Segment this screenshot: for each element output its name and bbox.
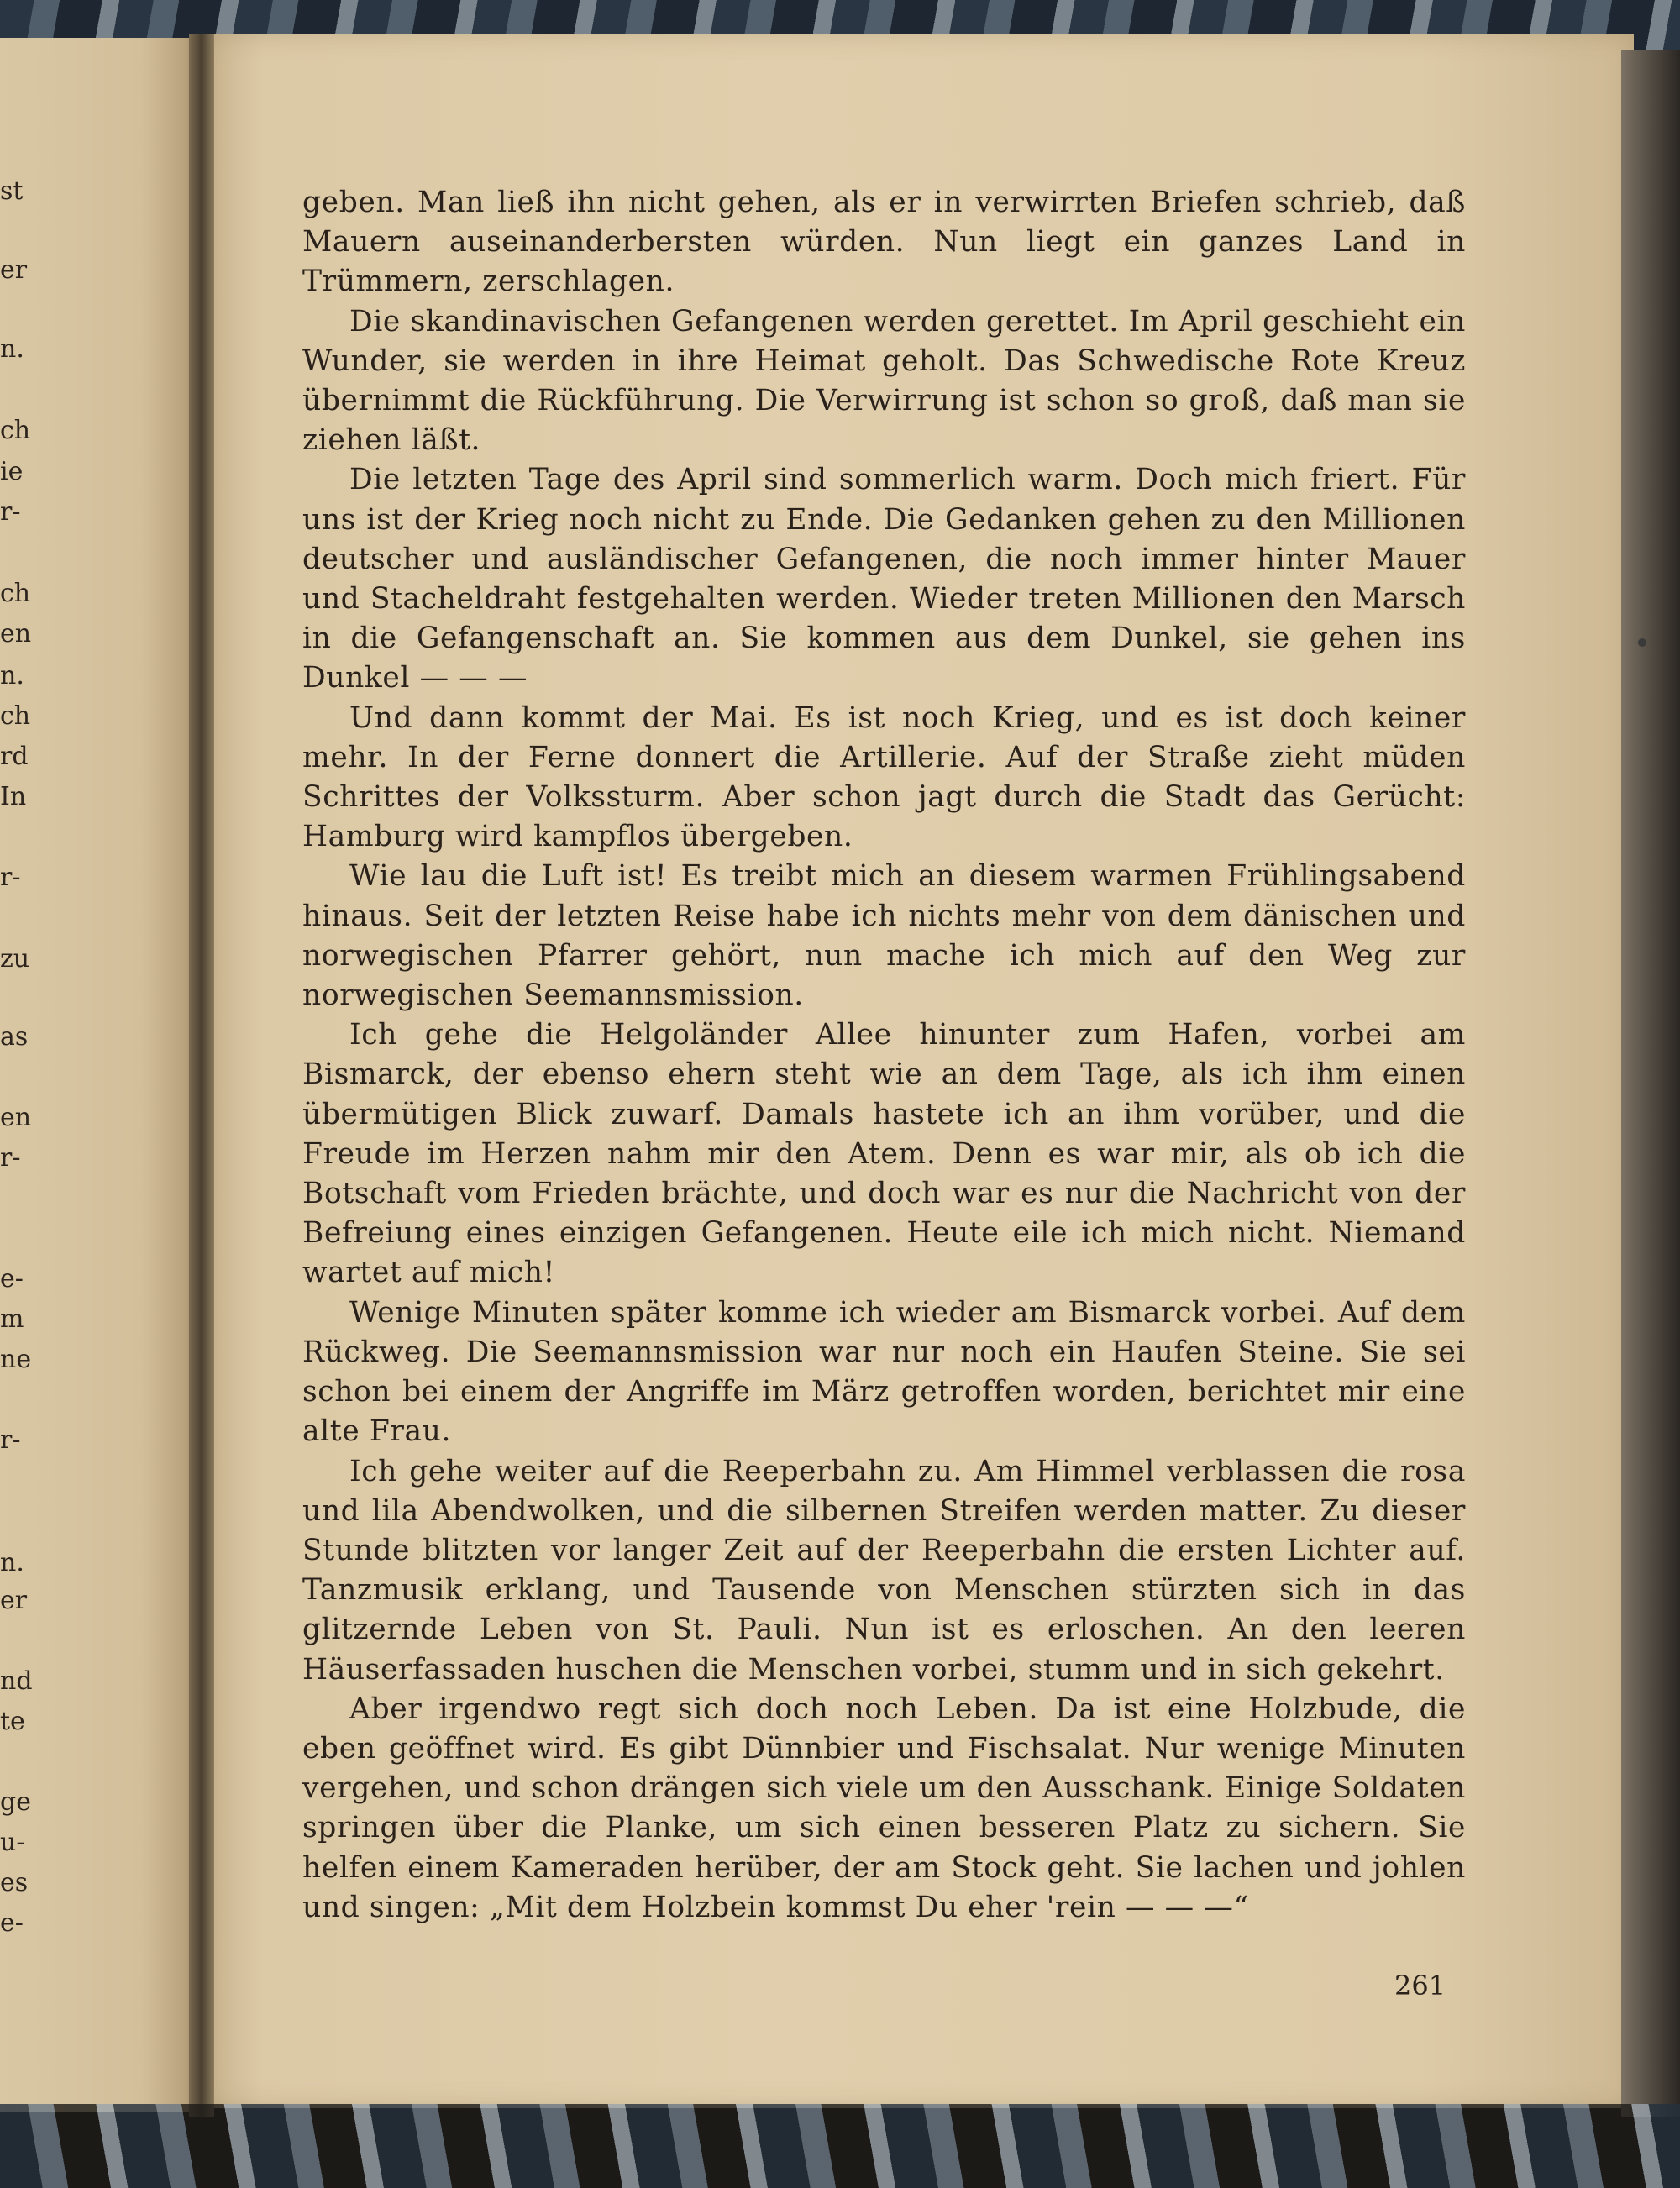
left-fragment: es <box>0 1868 29 1897</box>
paragraph: Wie lau die Luft ist! Es treibt mich an diesem warmen Frühlingsabend hinaus. Seit der letzten Reise habe ich nichts mehr von dem dänischen und norwegischen Pfarrer gehört, nun mache ich mich auf den Weg zur norwegischen Seemannsmission. <box>302 859 1466 1013</box>
left-fragment: er <box>0 1586 28 1615</box>
book-cover-bottom-edge <box>0 2104 1680 2188</box>
paragraph: Aber irgendwo regt sich doch noch Leben. Da ist eine Holzbude, die eben geöffnet wird. Es gibt Dünnbier und Fischsalat. Nur wenige Minuten vergehen, und schon drängen sich viele um den Ausschank. Einige Soldaten springen über die Planke, um sich einen besseren Platz zu sichern. Sie helfen einem Kameraden herüber, der am Stock geht. Sie lachen und johlen und singen: „Mit dem Holzbein kommst Du eher 'rein — — —“ <box>302 1692 1466 1924</box>
body-text <box>302 183 1466 1928</box>
paragraph: Ich gehe weiter auf die Reeperbahn zu. Am Himmel verblassen die rosa und lila Abendwolken, und die silbernen Streifen werden matter. Zu dieser Stunde blitzten vor langer Zeit auf der Reeperbahn die ersten Lichter auf. Tanzmusik erklang, und Tausende von Menschen stürzten sich in das glitzernde Leben von St. Pauli. Nun ist es erloschen. An den leeren Häuserfassaden huschen die Menschen vorbei, stumm und in sich gekehrt. <box>302 1454 1466 1687</box>
left-fragment: ge <box>0 1787 31 1817</box>
left-fragment: en <box>0 1103 32 1132</box>
left-fragment: r- <box>0 1143 21 1173</box>
left-fragment: n. <box>0 661 24 690</box>
left-fragment: m <box>0 1304 24 1334</box>
left-fragment: as <box>0 1022 29 1052</box>
left-fragment: r- <box>0 863 21 892</box>
left-fragment: nd <box>0 1666 33 1696</box>
left-fragment: n. <box>0 334 24 364</box>
left-fragment: e- <box>0 1908 24 1938</box>
left-fragment: e- <box>0 1264 24 1293</box>
left-fragment: ch <box>0 579 31 608</box>
left-fragment: ch <box>0 416 31 445</box>
left-fragment: In <box>0 782 27 811</box>
paragraph: Ich gehe die Helgoländer Allee hinunter zum Hafen, vorbei am Bismarck, der ebenso ehern steht wie an dem Tage, als ich ihm einen übermütigen Blick zuwarf. Damals hastete ich an ihm vorüber, und die Freude im Herzen nahm mir den Atem. Denn es war mir, als ob ich die Botschaft vom Frieden brächte, und doch war es nur die Nachricht von der Befreiung eines einzigen Gefangenen. Heute eile ich mich nicht. Niemand wartet auf mich! <box>302 1018 1466 1290</box>
left-fragment: st <box>0 176 24 206</box>
left-fragment: ie <box>0 457 24 486</box>
page-number: 261 <box>1394 1970 1446 2002</box>
book-gutter <box>189 34 214 2117</box>
left-fragment: zu <box>0 944 30 973</box>
paragraph: Wenige Minuten später komme ich wieder am Bismarck vorbei. Auf dem Rückweg. Die Seemannsmission war nur noch ein Haufen Steine. Sie sei schon bei einem der Angriffe im März getroffen worden, berichtet mir eine alte Frau. <box>302 1295 1466 1449</box>
left-fragment: r- <box>0 497 21 527</box>
left-fragment: r- <box>0 1425 21 1455</box>
left-fragment: ne <box>0 1345 32 1374</box>
paragraph: Und dann kommt der Mai. Es ist noch Krieg, und es ist doch keiner mehr. In der Ferne donnert die Artillerie. Auf der Straße zieht müden Schrittes der Volkssturm. Aber schon jagt durch die Stadt das Gerücht: Hamburg wird kampflos übergeben. <box>302 700 1466 854</box>
paragraph: Die letzten Tage des April sind sommerlich warm. Doch mich friert. Für uns ist der Krieg noch nicht zu Ende. Die Gedanken gehen zu den Millionen deutscher und ausländischer Gefangenen, die noch immer hinter Mauer und Stacheldraht festgehalten werden. Wieder treten Millionen den Marsch in die Gefangenschaft an. Sie kommen aus dem Dunkel, sie gehen ins Dunkel — — — <box>302 463 1466 695</box>
left-fragment: en <box>0 619 32 648</box>
left-fragment: er <box>0 255 28 285</box>
book-cover-right-edge <box>1621 50 1680 2117</box>
left-fragment: ch <box>0 701 31 731</box>
paragraph: Die skandinavischen Gefangenen werden gerettet. Im April geschieht ein Wunder, sie werden in ihre Heimat geholt. Das Schwedische Rote Kreuz übernimmt die Rückführung. Die Verwirrung ist schon so groß, daß man sie ziehen läßt. <box>302 304 1466 458</box>
left-fragment: rd <box>0 742 29 771</box>
left-fragment: n. <box>0 1548 24 1577</box>
page-edge-mark <box>1638 638 1646 647</box>
left-fragment: u- <box>0 1828 25 1857</box>
left-fragment: te <box>0 1707 25 1736</box>
paragraph: geben. Man ließ ihn nicht gehen, als er in verwirrten Briefen schrieb, daß Mauern auseinanderbersten würden. Nun liegt ein ganzes Land in Trümmern, zerschlagen. <box>302 186 1466 299</box>
